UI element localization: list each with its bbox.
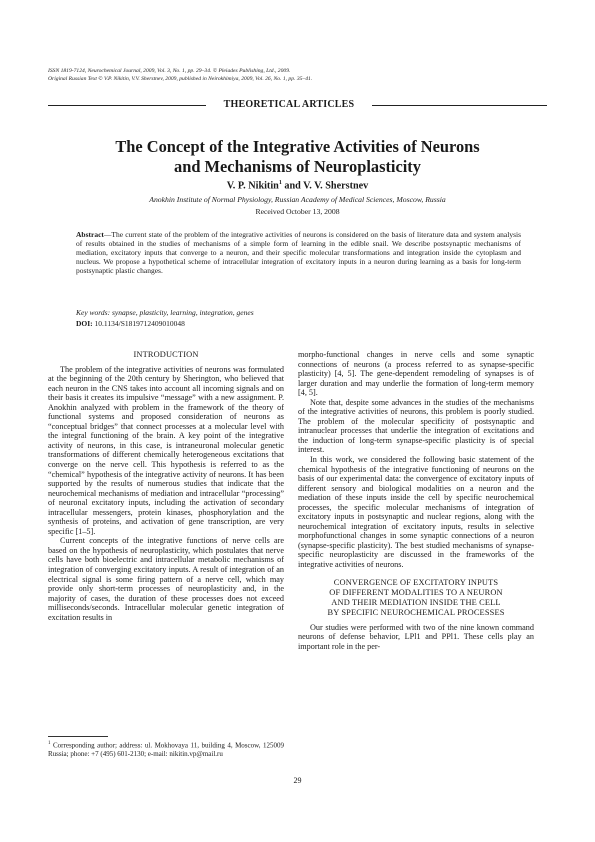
footnote-rule [48, 736, 108, 737]
footnote-text: Corresponding author; address: ul. Mokhovaya 11, building 4, Moscow, 125009 Russia; phone: +7 (495) 601-2130; e-mail: nikitin.vp@mail.ru [48, 741, 284, 758]
right-column [298, 350, 534, 651]
article-title-line1: The Concept of the Integrative Activities of Neurons [115, 137, 480, 156]
author-2: and V. V. Sherstnev [281, 180, 369, 192]
affiliation: Anokhin Institute of Normal Physiology, Russian Academy of Medical Sciences, Moscow, Russia [149, 195, 446, 204]
section-heading-line: OF DIFFERENT MODALITIES TO A NEURON [329, 587, 503, 597]
page-number: 29 [293, 776, 302, 785]
authors [48, 180, 547, 191]
article-title-line2: and Mechanisms of Neuroplasticity [174, 157, 421, 176]
footnote [48, 740, 284, 758]
left-column [48, 350, 284, 622]
section-rule-left [48, 105, 206, 106]
journal-header [48, 68, 548, 83]
section-tag: THEORETICAL ARTICLES [223, 99, 355, 110]
author-footnote-mark: 1 [278, 180, 282, 186]
paragraph: Our studies were performed with two of the nine known command neurons of defense behavior, LPl1 and PPl1. These cells play an important role in the per- [298, 622, 534, 651]
article-title [48, 137, 547, 177]
doi [76, 319, 521, 328]
paragraph: morpho-functional changes in nerve cells and some synaptic connections of neurons (a process referred to as synapse-specific plasticity) [4, 5]. The gene-dependent remodeling of synapses is of larger duration and may underlie the formation of long-term memory [4, 5]. [298, 350, 534, 398]
section-heading-convergence [298, 578, 534, 618]
journal-header-line2: Original Russian Text © V.P. Nikitin, V.V. Sherstnev, 2009, published in Neirokhimiya, 2009, Vol. 26, No. 1, pp. 35–41. [48, 75, 313, 82]
section-heading-line: CONVERGENCE OF EXCITATORY INPUTS [333, 577, 499, 587]
section-heading-line: AND THEIR MEDIATION INSIDE THE CELL [331, 597, 501, 607]
abstract-text: —The current state of the problem of the integrative activities of neurons is considered on the basis of literature data and system analysis of results obtained in the studies of mechanisms of a simple form of learning in the edible snail. We describe postsynaptic mechanisms of mediation, excitatory inputs that converge to a neuron, and their specific molecular transformations and integration inside the cytoplasm and nucleus. We propose a hypothetical scheme of intracellular integration of excitatory inputs in a neuron during learning as a basis for long-term postsynaptic plastic changes. [76, 230, 521, 276]
paragraph: Current concepts of the integrative functions of nerve cells are based on the hypothesis of neuroplasticity, which postulates that nerve cells have both bioelectric and intracellular metabolic mechanisms of integration of converging excitatory inputs. A result of integration of an electrical signal is some firing pattern of a nerve cell, which may provide only short-term processes of neuroplasticity and, in the majority of cases, the duration of these processes does not exceed milliseconds/seconds. Intracellular molecular genetic integration of excitation results in [48, 536, 284, 622]
paragraph: The problem of the integrative activities of neurons was formulated at the beginning of the 20th century by Sherington, who believed that each neuron in the CNS takes into account all incoming signals and on their basis it creates its impulsive “message” with a new assignment. P. Anokhin analyzed with problem in the framework of the theory of functional systems and proposed consideration of neurons as “conceptual bridges” that connect processes at a molecular level with the integral functioning of the brain. A key point of the integrative activity of neurons, in this case, is intraneuronal molecular genetic transformations of different chemically heterogeneous excitations that converge on the nerve cell. This hypothesis is referred to as the “chemical” hypothesis of the integrative activity of neurons. It has been supported by the results of numerous studies that indicate that the neurochemical mechanisms of mediation and intracellular “processing” of neuronal excitatory inputs, including the activation of secondary intracellular messengers, protein kinases, phosphorylation and the synthesis of proteins, and activation of gene transcription, are very specific [1–5]. [48, 364, 284, 536]
abstract-label: Abstract [76, 230, 104, 239]
footnote-mark: 1 [48, 741, 51, 746]
section-rule-right [372, 105, 547, 106]
abstract [76, 230, 521, 275]
section-heading-line: BY SPECIFIC NEUROCHEMICAL PROCESSES [327, 607, 505, 617]
received-date: Received October 13, 2008 [255, 207, 340, 216]
doi-label: DOI: [76, 319, 93, 328]
doi-value: 10.1134/S1819712409010048 [92, 319, 185, 328]
paragraph: In this work, we considered the following basic statement of the chemical hypothesis of the integrative functioning of neurons on the basis of our experimental data: the convergence of excitatory inputs of different sensory and biological modalities on a neuron and the mediation of these inputs inside the cell by specific neurochemical processes, the specific molecular mechanisms of integration of excitatory inputs in postsynaptic and nuclear regions, along with the neurochemical integration of excitatory inputs, results in selective morphofunctional changes in some synaptic connections of a neuron (synapse-specific plasticity). The best studied mechanisms of synapse-specific neuroplasticity are discussed in the frameworks of the integrative activities of neurons. [298, 455, 534, 570]
journal-header-line1: ISSN 1819-7124, Neurochemical Journal, 2009, Vol. 3, No. 1, pp. 29–34. © Pleiades Publishing, Ltd., 2009. [48, 68, 291, 74]
author-1: V. P. Nikitin [226, 180, 279, 192]
section-heading-introduction: INTRODUCTION [133, 350, 199, 359]
paragraph: Note that, despite some advances in the studies of the mechanisms of the integrative activities of neurons, this problem is poorly studied. The problem of the molecular specificity of postsynaptic and intranuclear processes that underlie the integration of excitations and the induction of long-term synapse-specific plasticity is of special interest. [298, 397, 534, 455]
keywords: Key words: synapse, plasticity, learning, integration, genes [76, 308, 254, 317]
